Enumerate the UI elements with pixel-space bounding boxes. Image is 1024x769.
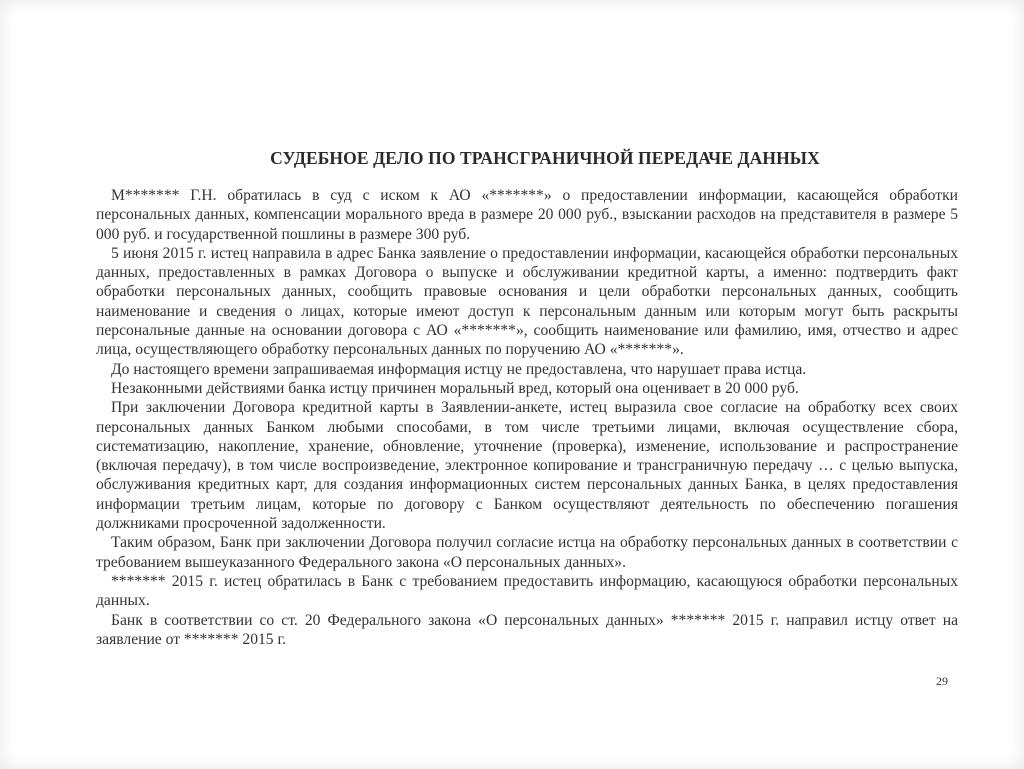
paragraph-moral-damage: Незаконными действиями банка истцу причинен моральный вред, который она оценивает в 20 000 руб. [111, 379, 799, 397]
paragraph-second-request: ******* 2015 г. истец обратилась в Банк с требованием предоставить информацию, касающуюся обработки персональных данных. [96, 572, 958, 610]
paragraph-consent: При заключении Договора кредитной карты в Заявлении-анкете, истец выразила свое согласие на обработку всех своих персональных данных Банком любыми способами, в том числе третьими лицами, включая осуществление сбора, систематизацию, накопление, хранение, обновление, уточнение (проверка), изменение, использование и распространение (включая передачу), в том числе воспроизведение, электронное копирование и трансграничную передачу … с целью выпуска, обслуживания кредитных карт, для создания информационных систем персональных данных Банка, в целях предоставления информации третьим лицам, которые по договору с Банком осуществляют деятельность по обеспечению погашения должниками просроченной задолженности. [96, 399, 958, 533]
paragraph-request: 5 июня 2015 г. истец направила в адрес Банка заявление о предоставлении информации, касающейся обработки персональных данных, предоставленных в рамках Договора о выпуске и обслуживании кредитной карты, а именно: подтвердить факт обработки персональных данных, сообщить правовые основания и цели обработки персональных данных, сообщить наименование и сведения о лицах, которые имеют доступ к персональным данным или которым могут быть раскрыты персональные данные на основании договора с АО «*******», сообщить наименование или фамилию, имя, отчество и адрес лица, осуществляющего обработку персональных данных по поручению АО «*******». [96, 244, 958, 359]
document-title: СУДЕБНОЕ ДЕЛО ПО ТРАНСГРАНИЧНОЙ ПЕРЕДАЧЕ ДАННЫХ [270, 148, 820, 168]
page-number: 29 [936, 674, 948, 688]
paragraph-conclusion: Таким образом, Банк при заключении Договора получил согласие истца на обработку персональных данных в соответствии с требованием вышеуказанного Федерального закона «О персональных данных». [96, 534, 958, 571]
paragraph-not-provided: До настоящего времени запрашиваемая информация истцу не предоставлена, что нарушает права истца. [111, 360, 807, 378]
paragraph-lawsuit: М******* Г.Н. обратилась в суд с иском к АО «*******» о предоставлении информации, касающейся обработки персональных данных, компенсации морального вреда в размере 20 000 руб., взыскании расходов на представителя в размере 5 000 руб. и государственной пошлины в размере 300 руб. [96, 187, 958, 243]
document-body [96, 186, 958, 649]
paragraph-bank-reply: Банк в соответствии со ст. 20 Федерального закона «О персональных данных» ******* 2015 г. направил истцу ответ на заявление от ******* 2015 г. [96, 611, 958, 648]
